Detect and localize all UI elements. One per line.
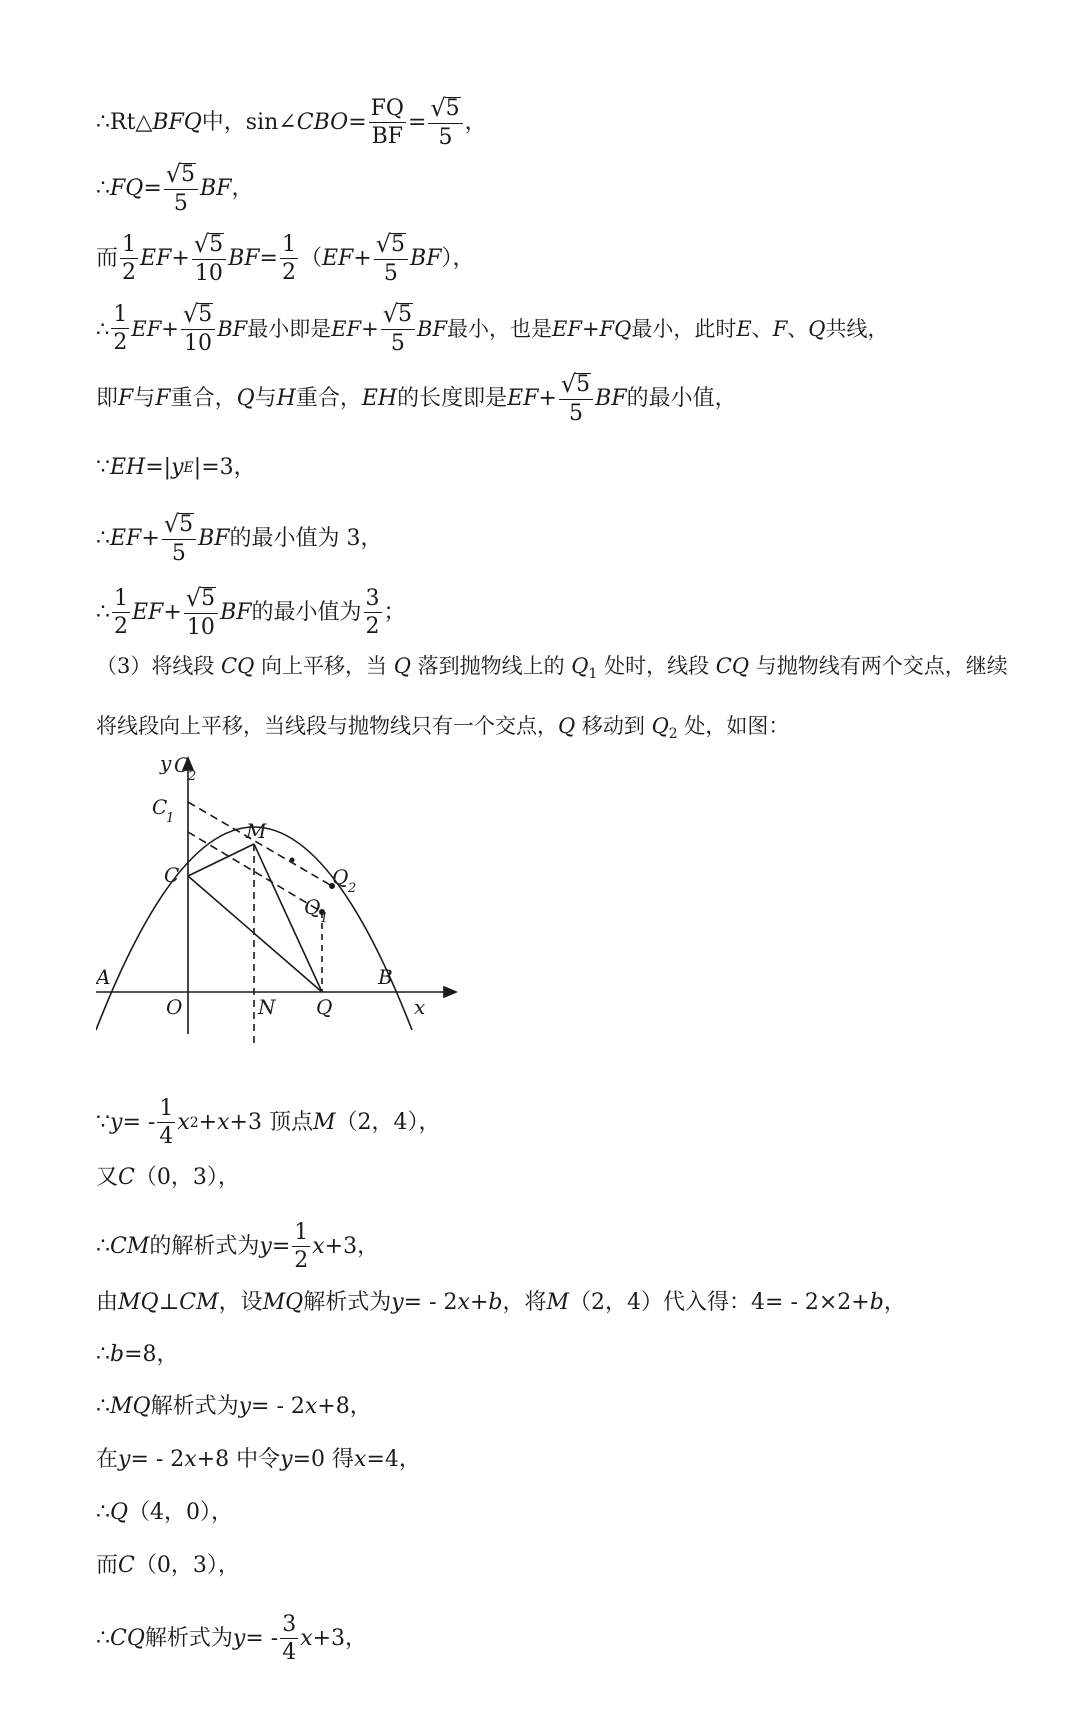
line-q-point (96, 1498, 1040, 1528)
numerator: 1 (294, 1220, 309, 1245)
text: 、 (751, 316, 773, 341)
var: x (300, 1626, 313, 1651)
text: 与抛物线有两个交点，继续将线段向上平移，当线段与抛物线只有一个交点， (96, 654, 1008, 739)
radicand: 5 (181, 162, 196, 187)
denominator: 2 (281, 259, 296, 285)
var: EH (110, 455, 146, 480)
text: = - 2 (130, 1447, 185, 1472)
var: y (280, 1447, 293, 1472)
x-axis-arrow (444, 987, 456, 997)
text: 而 (96, 245, 119, 271)
var: MQ (110, 1394, 151, 1419)
fraction (374, 232, 408, 285)
var: Q (236, 385, 255, 411)
var: C (118, 1165, 135, 1190)
var: x (354, 1447, 367, 1472)
var: y (118, 1447, 131, 1472)
text: 的解析式为 (149, 1234, 260, 1259)
label-c1: C (152, 795, 168, 819)
denominator: 10 (194, 261, 223, 286)
tangent-point (290, 858, 295, 863)
text: = (407, 109, 427, 135)
label-q2-sub: 2 (348, 881, 357, 896)
therefore-symbol: ∴ (96, 109, 110, 135)
text: + (361, 316, 379, 341)
text: 而 (96, 1553, 119, 1578)
line-vertex (96, 1098, 1040, 1148)
sqrt: √ 5 (163, 510, 194, 538)
text: 的最小值为 3， (229, 525, 383, 551)
segment-c2q2-dashed (188, 802, 332, 886)
denominator: 10 (184, 331, 213, 356)
var: BFQ (152, 109, 202, 135)
text: +3， (324, 1234, 380, 1259)
var: CQ (221, 654, 255, 678)
numerator (164, 162, 198, 190)
var: E (736, 316, 752, 341)
fraction (164, 162, 198, 215)
var: C (118, 1553, 135, 1578)
text: + (198, 1110, 218, 1135)
var: y (232, 1626, 246, 1651)
fraction (280, 1614, 298, 1664)
line-set-y-zero (96, 1445, 1040, 1475)
var: b (110, 1342, 125, 1367)
line-mq-perpendicular (96, 1288, 1040, 1318)
text: +8 中令 (196, 1447, 281, 1472)
line-min-3 (96, 512, 1040, 565)
denominator: 5 (390, 331, 405, 356)
var: CBO (296, 109, 349, 135)
var: y (238, 1394, 252, 1419)
var: EF (331, 316, 362, 341)
text: ， (464, 109, 487, 135)
var: EF (132, 599, 164, 625)
line-fq (96, 162, 1040, 215)
numerator (181, 302, 215, 330)
var: EF (507, 385, 539, 411)
radicand: 5 (198, 302, 213, 327)
numerator (162, 512, 196, 540)
var: BF (410, 245, 442, 271)
var: EF (321, 245, 354, 271)
fraction (120, 231, 138, 285)
text: 中，sin∠ (201, 109, 297, 135)
text: 由 (96, 1290, 119, 1315)
therefore-symbol: ∴ (96, 1500, 110, 1525)
numerator: 1 (122, 231, 137, 257)
fraction (280, 231, 298, 285)
text: + (161, 316, 179, 341)
text: + (538, 385, 557, 411)
segment-cm (188, 844, 254, 876)
sqrt: √ 5 (193, 230, 224, 258)
therefore-symbol: ∴ (96, 599, 110, 625)
part-3-paragraph (96, 640, 1016, 760)
text: 共线， (825, 316, 889, 341)
line-c-point-again (96, 1551, 1040, 1581)
sqrt: √ 5 (165, 160, 196, 188)
text: ； (383, 599, 406, 625)
numerator (428, 96, 462, 124)
text: + (171, 245, 190, 271)
therefore-symbol: ∴ (96, 1342, 110, 1367)
line-cm-expression (96, 1222, 1040, 1272)
fraction (381, 302, 415, 355)
var: Q (808, 316, 826, 341)
numerator (184, 586, 218, 614)
text: = - 2 (403, 1290, 458, 1315)
fraction (428, 96, 462, 149)
text: + (469, 1290, 489, 1315)
denominator: 5 (383, 261, 398, 286)
text: = (271, 1234, 291, 1259)
text: ， (883, 1290, 906, 1315)
denominator: 2 (365, 613, 380, 639)
var: BF (220, 599, 252, 625)
var: x (457, 1290, 470, 1315)
text: 解析式为 (150, 1394, 239, 1419)
var: EF (110, 525, 142, 551)
text: 移动到 (575, 714, 652, 739)
var: CM (110, 1234, 150, 1259)
var: BF (228, 245, 260, 271)
var: H (276, 385, 296, 411)
label-x: x (414, 995, 426, 1019)
text: （0，3）， (134, 1553, 240, 1578)
fraction (111, 301, 129, 355)
var: Q (651, 714, 669, 739)
text: = (348, 109, 367, 135)
line-half-ef (96, 232, 1040, 285)
var: EF (552, 316, 582, 341)
var: F (772, 316, 788, 341)
radicand: 5 (391, 232, 406, 257)
text: 处，如图： (677, 714, 790, 739)
text: 解析式为 (144, 1626, 233, 1651)
var: MQ (262, 1290, 304, 1315)
text: 的最小值为 (251, 599, 362, 625)
var: x (304, 1394, 318, 1419)
text: 、 (787, 316, 809, 341)
var: Q (393, 654, 411, 678)
text: 落到抛物线上的 (410, 654, 572, 678)
label-q: Q (316, 995, 333, 1019)
because-symbol: ∵ (96, 455, 110, 480)
sqrt: √ 5 (182, 300, 213, 328)
radicand: 5 (209, 232, 224, 257)
fraction (181, 302, 215, 355)
fraction (559, 372, 593, 425)
label-c2: C (174, 753, 190, 777)
var: Q (571, 654, 589, 678)
var: b (488, 1290, 503, 1315)
var: x (177, 1110, 190, 1135)
text: 重合， (295, 385, 362, 411)
text: 最小即是 (247, 316, 332, 341)
radicand: 5 (576, 372, 591, 397)
text: 在 (96, 1447, 119, 1472)
text: ⊥ (158, 1290, 180, 1315)
line-c-point (96, 1163, 1040, 1193)
therefore-symbol: ∴ (96, 175, 110, 201)
text: 的长度即是 (397, 385, 508, 411)
text: 最小，也是 (447, 316, 553, 341)
text: （ (299, 245, 322, 271)
text: + (581, 316, 600, 341)
text: =4， (366, 1447, 421, 1472)
fraction (112, 585, 130, 639)
text: +8， (317, 1394, 372, 1419)
text: + (163, 599, 182, 625)
therefore-symbol: ∴ (96, 1234, 110, 1259)
var: EF (140, 245, 172, 271)
text: 最小，此时 (631, 316, 737, 341)
label-b: B (378, 965, 393, 989)
text: 处时，线段 (597, 654, 716, 678)
line-minimum-collinear (96, 302, 1040, 355)
var: y (259, 1234, 272, 1259)
denominator: 5 (173, 191, 188, 216)
parabola-figure (96, 752, 476, 1062)
radicand: 5 (398, 302, 413, 327)
subscript: 2 (668, 726, 678, 743)
text: 即 (96, 385, 119, 411)
text: 向上平移，当 (254, 654, 394, 678)
text: =0 得 (292, 1447, 355, 1472)
fraction (157, 1098, 175, 1148)
text: 的最小值， (626, 385, 737, 411)
denominator: 2 (113, 329, 128, 355)
text: 解析式为 (303, 1290, 392, 1315)
var: BF (200, 175, 232, 201)
numerator (374, 232, 408, 260)
text: ，将 (502, 1290, 547, 1315)
var: BF (595, 385, 627, 411)
numerator: 1 (281, 231, 296, 257)
text: （2，4）， (335, 1110, 441, 1135)
sqrt: √ 5 (382, 300, 413, 328)
label-c1-sub: 1 (166, 811, 175, 826)
line-b-value (96, 1340, 1040, 1370)
denominator: 4 (282, 1640, 297, 1665)
label-a: A (96, 965, 111, 989)
text: = - (122, 1110, 156, 1135)
label-c: C (164, 863, 180, 887)
numerator: 1 (114, 585, 128, 611)
line-sin-cbo (96, 96, 1040, 149)
because-symbol: ∵ (96, 1110, 110, 1135)
numerator: FQ (370, 95, 404, 121)
var: F (155, 385, 171, 411)
line-cq-expression (96, 1614, 1040, 1664)
line-eh (96, 453, 1040, 483)
numerator: 3 (282, 1612, 297, 1637)
fraction (184, 586, 218, 639)
therefore-symbol: ∴ (96, 316, 110, 341)
var: F (118, 385, 134, 411)
var: Q (558, 714, 576, 739)
line-coincide (96, 372, 1040, 425)
label-q1-sub: 1 (320, 911, 329, 926)
superscript: 2 (189, 1115, 199, 1131)
subscript: E (183, 460, 194, 476)
numerator: 1 (113, 301, 128, 327)
var: y (171, 455, 184, 480)
line-min-3-2 (96, 586, 1040, 639)
label-m: M (246, 819, 267, 843)
denominator: 5 (569, 401, 584, 426)
fraction (369, 95, 406, 149)
var: FQ (110, 175, 144, 201)
text: ）， (441, 245, 475, 271)
text: 重合， (170, 385, 237, 411)
var: y (391, 1290, 404, 1315)
var: x (312, 1234, 325, 1259)
denominator: 5 (438, 125, 453, 150)
denominator: 4 (159, 1124, 174, 1149)
text: ， (231, 175, 254, 201)
var: BF (417, 316, 448, 341)
denominator: BF (371, 123, 403, 149)
var: CM (179, 1290, 219, 1315)
label-n: N (258, 995, 276, 1019)
text: 与 (254, 385, 277, 411)
text: =| (145, 455, 172, 480)
var: x (184, 1447, 197, 1472)
denominator: 2 (114, 613, 128, 639)
text: （0，3）， (134, 1165, 240, 1190)
label-q1: Q (304, 895, 321, 919)
text: （2，4）代入得：4= - 2×2+ (569, 1290, 870, 1315)
var: Q (110, 1500, 129, 1525)
radicand: 5 (179, 512, 194, 537)
text: 又 (96, 1165, 119, 1190)
label-c2-sub: 2 (188, 769, 197, 784)
text: +3 顶点 (229, 1110, 313, 1135)
label-q2: Q (332, 865, 349, 889)
segment-cq (188, 876, 322, 992)
fraction (162, 512, 196, 565)
denominator: 2 (122, 259, 137, 285)
text: = (143, 175, 162, 201)
var: M (312, 1110, 336, 1135)
text: = - 2 (251, 1394, 305, 1419)
var: y (110, 1110, 123, 1135)
text: + (141, 525, 160, 551)
therefore-symbol: ∴ (96, 525, 110, 551)
text: （3）将线段 (96, 654, 222, 678)
text: +3， (312, 1626, 368, 1651)
label-y: y (160, 752, 172, 775)
label-o: O (166, 995, 183, 1019)
denominator: 10 (186, 615, 215, 640)
sqrt: √ 5 (430, 94, 460, 122)
text: 与 (133, 385, 156, 411)
text: ，设 (218, 1290, 263, 1315)
text: = - (245, 1626, 279, 1651)
fraction (192, 232, 226, 285)
var: BF (198, 525, 230, 551)
var: b (869, 1290, 884, 1315)
denominator: 5 (171, 541, 186, 566)
text: =8， (124, 1342, 179, 1367)
var: FQ (599, 316, 632, 341)
var: MQ (118, 1290, 159, 1315)
var: CQ (715, 654, 750, 678)
text: Rt△ (110, 109, 153, 135)
text: + (353, 245, 372, 271)
var: BF (217, 316, 248, 341)
sqrt: √ 5 (185, 584, 216, 612)
radicand: 5 (445, 96, 460, 121)
text: （4，0）， (128, 1500, 234, 1525)
denominator: 2 (294, 1248, 309, 1273)
subscript: 1 (588, 666, 598, 683)
fraction (292, 1222, 310, 1272)
numerator: 3 (365, 585, 380, 611)
sqrt: √ 5 (375, 230, 406, 258)
var: EF (131, 316, 162, 341)
var: M (546, 1290, 570, 1315)
sqrt: √ 5 (560, 370, 591, 398)
text: |=3， (193, 455, 256, 480)
numerator (559, 372, 593, 400)
line-mq-expression (96, 1392, 1040, 1422)
fraction (364, 585, 382, 639)
therefore-symbol: ∴ (96, 1626, 110, 1651)
var: EH (361, 385, 398, 411)
numerator (192, 232, 226, 260)
text: = (259, 245, 278, 271)
therefore-symbol: ∴ (96, 1394, 110, 1419)
var: x (217, 1110, 230, 1135)
radicand: 5 (201, 586, 216, 611)
var: CQ (110, 1626, 145, 1651)
numerator: 1 (159, 1096, 174, 1121)
numerator (381, 302, 415, 330)
